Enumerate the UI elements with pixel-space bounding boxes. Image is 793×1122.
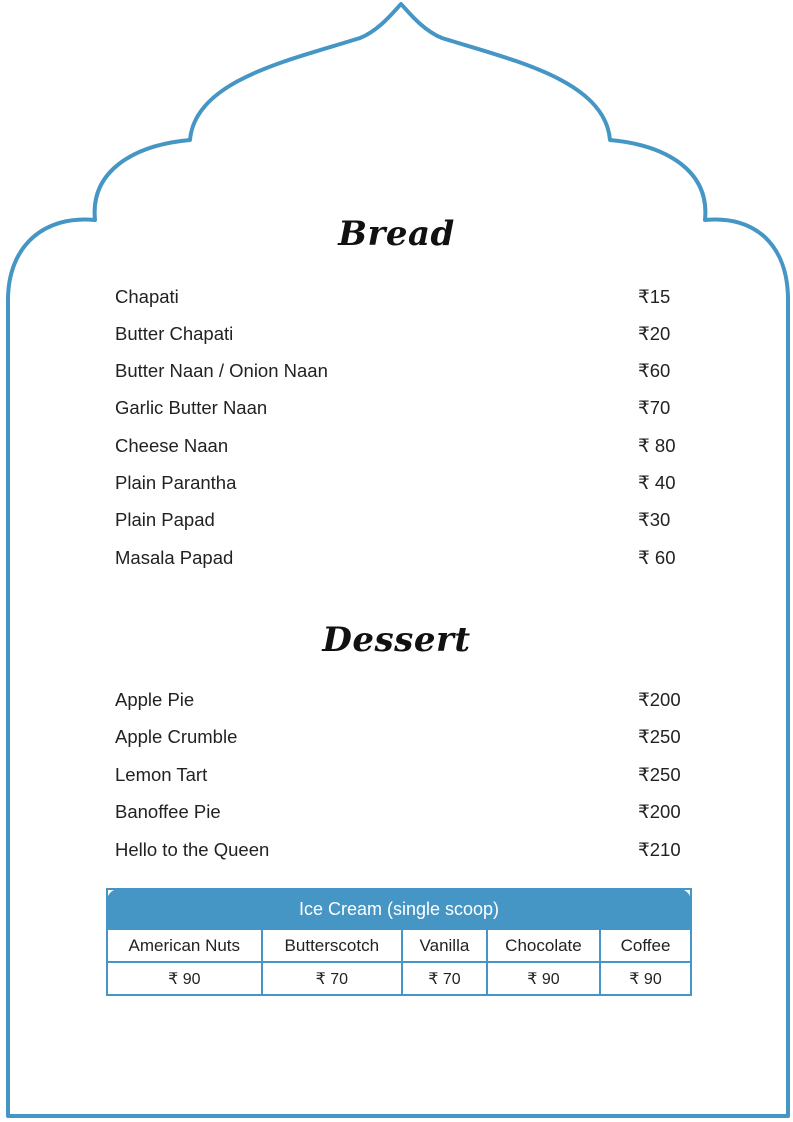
item-name: Garlic Butter Naan bbox=[115, 397, 268, 418]
item-price: ₹ 60 bbox=[638, 547, 676, 568]
ice-cream-table bbox=[106, 888, 692, 996]
item-name: Butter Naan / Onion Naan bbox=[115, 360, 328, 381]
item-name: Apple Crumble bbox=[115, 726, 238, 747]
item-price: ₹60 bbox=[638, 360, 671, 381]
item-price: ₹ 80 bbox=[638, 435, 676, 456]
menu-item bbox=[115, 835, 681, 865]
price-row bbox=[107, 962, 691, 995]
item-name: Lemon Tart bbox=[115, 764, 208, 785]
menu-item bbox=[115, 760, 681, 790]
dessert-title: Dessert bbox=[322, 620, 471, 660]
menu-item bbox=[115, 468, 681, 498]
menu-item bbox=[115, 685, 681, 715]
item-name: Plain Papad bbox=[115, 509, 215, 530]
menu-item bbox=[115, 282, 681, 312]
item-price: ₹210 bbox=[638, 839, 681, 860]
menu-item bbox=[115, 722, 681, 752]
flavor-cell: Butterscotch bbox=[262, 929, 402, 962]
item-price: ₹200 bbox=[638, 689, 681, 710]
ice-cream-title: Ice Cream (single scoop) bbox=[107, 889, 691, 929]
flavor-cell: Coffee bbox=[600, 929, 691, 962]
item-price: ₹20 bbox=[638, 323, 671, 344]
item-price: ₹ 40 bbox=[638, 472, 676, 493]
flavor-price-cell: ₹ 90 bbox=[487, 962, 600, 995]
flavor-price-cell: ₹ 90 bbox=[107, 962, 262, 995]
flavor-cell: Chocolate bbox=[487, 929, 600, 962]
menu-item bbox=[115, 505, 681, 535]
item-price: ₹30 bbox=[638, 509, 671, 530]
flavor-cell: Vanilla bbox=[402, 929, 487, 962]
item-name: Masala Papad bbox=[115, 547, 234, 568]
item-name: Apple Pie bbox=[115, 689, 195, 710]
menu-item bbox=[115, 356, 681, 386]
bread-title: Bread bbox=[338, 214, 455, 254]
flavor-row bbox=[107, 929, 691, 962]
item-name: Chapati bbox=[115, 286, 179, 307]
item-name: Cheese Naan bbox=[115, 435, 229, 456]
item-price: ₹250 bbox=[638, 726, 681, 747]
item-price: ₹250 bbox=[638, 764, 681, 785]
menu-item bbox=[115, 319, 681, 349]
flavor-cell: American Nuts bbox=[107, 929, 262, 962]
flavor-price-cell: ₹ 70 bbox=[262, 962, 402, 995]
menu-item bbox=[115, 543, 681, 573]
item-price: ₹200 bbox=[638, 801, 681, 822]
menu-item bbox=[115, 393, 681, 423]
item-name: Hello to the Queen bbox=[115, 839, 270, 860]
menu-item bbox=[115, 431, 681, 461]
item-price: ₹15 bbox=[638, 286, 671, 307]
menu-item bbox=[115, 797, 681, 827]
item-price: ₹70 bbox=[638, 397, 671, 418]
flavor-price-cell: ₹ 70 bbox=[402, 962, 487, 995]
item-name: Banoffee Pie bbox=[115, 801, 221, 822]
item-name: Butter Chapati bbox=[115, 323, 234, 344]
ice-cream-header-row bbox=[107, 889, 691, 929]
item-name: Plain Parantha bbox=[115, 472, 237, 493]
flavor-price-cell: ₹ 90 bbox=[600, 962, 691, 995]
